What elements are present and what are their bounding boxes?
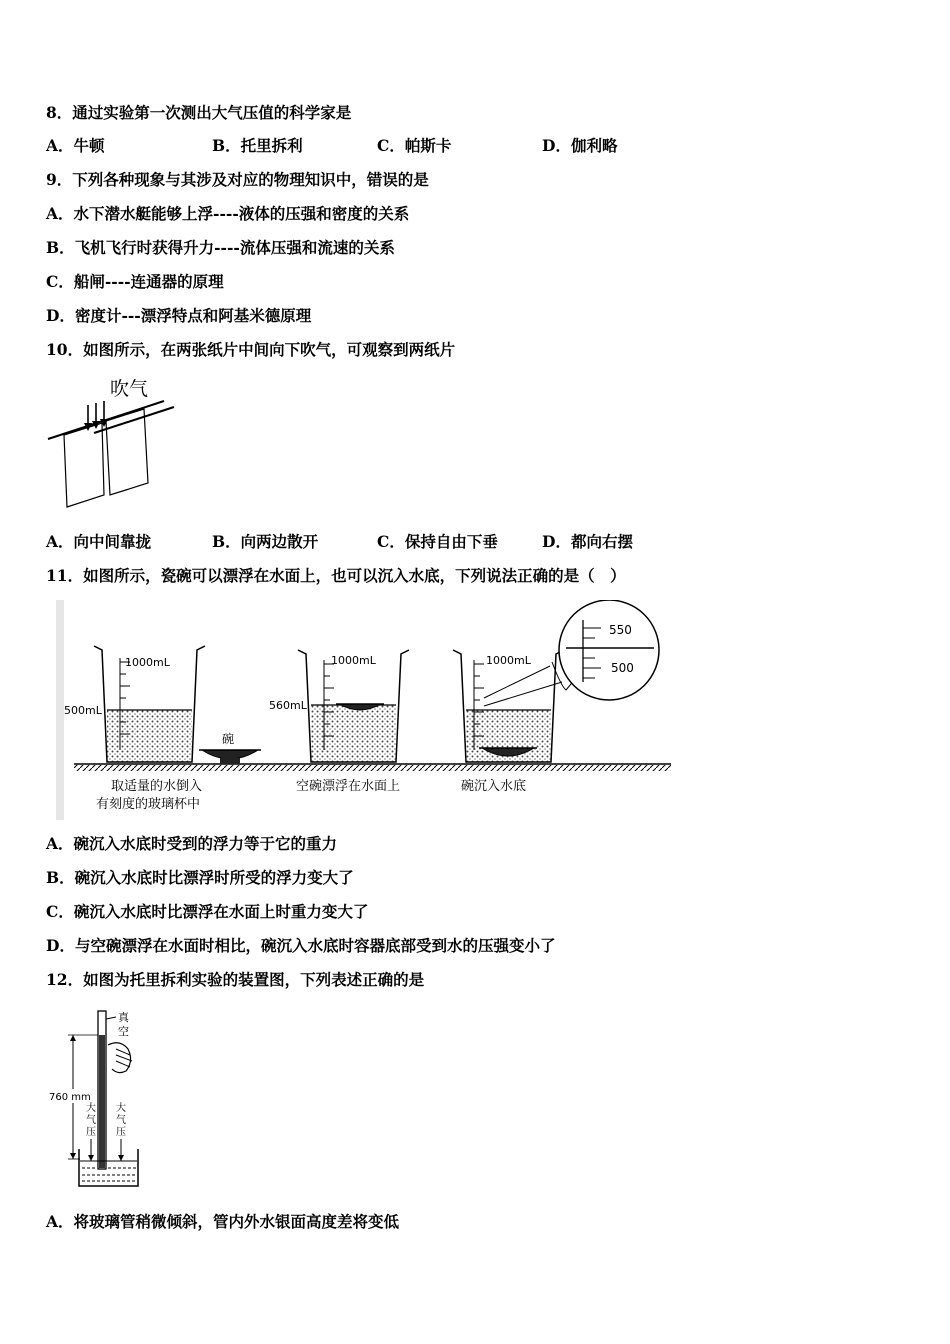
q9-option-c[interactable]: C．船闸----连通器的原理 <box>46 272 224 291</box>
caption-step1-line1: 取适量的水倒入 <box>111 779 203 794</box>
pressure-right-1: 大 <box>116 1103 126 1114</box>
q10-option-b[interactable]: B．向两边散开 <box>212 532 319 551</box>
q11-bowl-figure <box>56 600 676 820</box>
q11-option-a[interactable]: A．碗沉入水底时受到的浮力等于它的重力 <box>46 834 338 853</box>
vacuum-label-2: 空 <box>118 1025 129 1038</box>
q11-option-d[interactable]: D．与空碗漂浮在水面时相比，碗沉入水底时容器底部受到水的压强变小了 <box>46 936 556 955</box>
q8-option-d[interactable]: D．伽利略 <box>542 136 618 155</box>
q10-option-a[interactable]: A．向中间靠拢 <box>46 532 152 551</box>
q12-torricelli-figure <box>46 1005 156 1200</box>
q9-option-a[interactable]: A．水下潜水艇能够上浮----液体的压强和密度的关系 <box>46 204 410 223</box>
q8-option-b[interactable]: B．托里拆利 <box>212 136 303 155</box>
caption-step3: 碗沉入水底 <box>461 779 527 794</box>
q10-blow-label: 吹气 <box>110 378 149 400</box>
height-label: 760 mm <box>49 1092 91 1103</box>
pressure-left-3: 压 <box>86 1127 96 1138</box>
beaker2-level-label: 560mL <box>269 699 307 712</box>
zoom-mark-low: 500 <box>611 661 634 675</box>
q10-option-d[interactable]: D．都向右摆 <box>542 532 633 551</box>
q11-option-c[interactable]: C．碗沉入水底时比漂浮在水面上时重力变大了 <box>46 902 369 921</box>
q8-options <box>46 136 746 156</box>
q9-stem: 9．下列各种现象与其涉及对应的物理知识中，错误的是 <box>46 170 429 189</box>
pressure-left-2: 气 <box>86 1115 96 1126</box>
zoom-mark-high: 550 <box>609 623 632 637</box>
beaker2-capacity: 1000mL <box>331 654 376 667</box>
q11-option-b[interactable]: B．碗沉入水底时比漂浮时所受的浮力变大了 <box>46 868 354 887</box>
q12-option-a[interactable]: A．将玻璃管稍微倾斜，管内外水银面高度差将变低 <box>46 1212 400 1231</box>
beaker1-capacity: 1000mL <box>125 656 170 669</box>
beaker3-capacity: 1000mL <box>486 654 531 667</box>
pressure-right-2: 气 <box>116 1115 126 1126</box>
caption-step1-line2: 有刻度的玻璃杯中 <box>96 797 201 812</box>
q9-option-b[interactable]: B．飞机飞行时获得升力----流体压强和流速的关系 <box>46 238 395 257</box>
q10-options <box>46 532 746 552</box>
q8-stem: 8．通过实验第一次测出大气压值的科学家是 <box>46 103 352 122</box>
q10-option-c[interactable]: C．保持自由下垂 <box>377 532 498 551</box>
q10-paper-figure <box>44 373 179 513</box>
q12-stem: 12．如图为托里拆利实验的装置图，下列表述正确的是 <box>46 970 425 989</box>
caption-step2: 空碗漂浮在水面上 <box>296 779 401 794</box>
bowl-label: 碗 <box>222 732 235 746</box>
pressure-right-3: 压 <box>116 1127 126 1138</box>
pressure-left-1: 大 <box>86 1103 96 1114</box>
q9-option-d[interactable]: D．密度计---漂浮特点和阿基米德原理 <box>46 306 312 325</box>
beaker1-level-label: 500mL <box>64 704 102 717</box>
vacuum-label-1: 真 <box>118 1011 129 1024</box>
q11-stem: 11．如图所示，瓷碗可以漂浮在水面上，也可以沉入水底，下列说法正确的是（ ） <box>46 566 626 585</box>
q8-option-c[interactable]: C．帕斯卡 <box>377 136 452 155</box>
q8-option-a[interactable]: A．牛顿 <box>46 136 105 155</box>
q10-stem: 10．如图所示，在两张纸片中间向下吹气，可观察到两纸片 <box>46 340 456 359</box>
